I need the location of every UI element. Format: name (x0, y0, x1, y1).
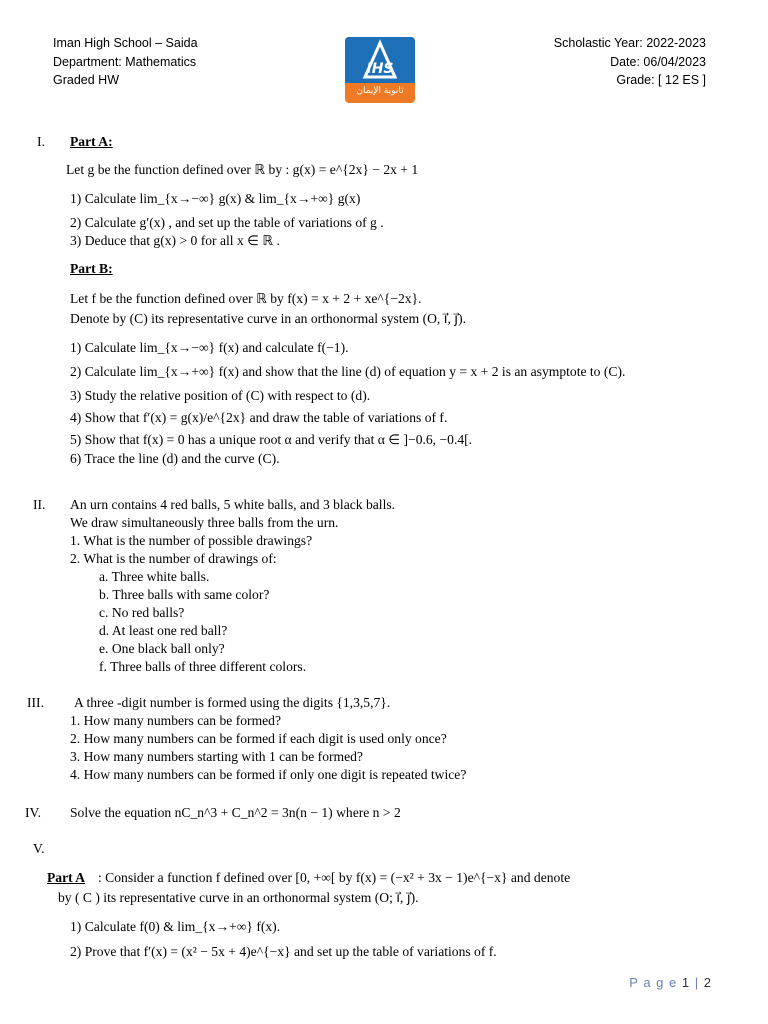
III-line-0: A three -digit number is formed using the digits {1,3,5,7}. (74, 695, 391, 710)
II-q2-e: e. One black ball only? (99, 641, 225, 656)
II-q2-b: b. Three balls with same color? (99, 587, 270, 602)
date: Date: 06/04/2023 (610, 54, 706, 69)
section-I-number: I. (37, 134, 45, 149)
I-B-q3: 3) Study the relative position of (C) with respect to (d). (70, 388, 371, 403)
grade: Grade: [ 12 ES ] (616, 73, 706, 87)
II-q2-d: d. At least one red ball? (99, 623, 228, 638)
V-A-q1: 1) Calculate f(0) & lim_{x→+∞} f(x). (70, 919, 281, 934)
III-q3: 3. How many numbers starting with 1 can be formed? (70, 749, 363, 764)
III-q2: 2. How many numbers can be formed if each digit is used only once? (70, 731, 447, 746)
school-name: Iman High School – Saida (53, 36, 198, 50)
II-q2-f: f. Three balls of three different colors. (99, 659, 307, 674)
I-A-intro: Let g be the function defined over ℝ by : g(x) = e^{2x} − 2x + 1 (66, 162, 419, 177)
logo-mark-icon (345, 37, 415, 83)
section-III-number: III. (27, 695, 44, 710)
I-B-intro-1: Let f be the function defined over ℝ by f(x) = x + 2 + xe^{−2x}. (70, 291, 422, 306)
page-label: P a g e (629, 975, 678, 990)
section-V-part-a-title: Part A (47, 870, 86, 885)
section-IV-number: IV. (25, 805, 41, 820)
V-A-line-1: : Consider a function f defined over [0, +∞[ by f(x) = (−x² + 3x − 1)e^{−x} and denote (98, 870, 571, 885)
school-logo (345, 37, 415, 103)
II-q2: 2. What is the number of drawings of: (70, 551, 277, 566)
II-q2-a: a. Three white balls. (99, 569, 210, 584)
I-B-q2: 2) Calculate lim_{x→+∞} f(x) and show that the line (d) of equation y = x + 2 is an asymptote to (C). (70, 364, 626, 379)
doc-type: Graded HW (53, 73, 119, 87)
I-B-q5: 5) Show that f(x) = 0 has a unique root α and verify that α ∈ ]−0.6, −0.4[. (70, 432, 473, 447)
II-q2-c: c. No red balls? (99, 605, 185, 620)
I-B-q4: 4) Show that f′(x) = g(x)/e^{2x} and draw the table of variations of f. (70, 410, 448, 425)
scholastic-year: Scholastic Year: 2022-2023 (553, 36, 706, 50)
section-II-number: II. (33, 497, 46, 512)
page-total: 2 (703, 975, 712, 990)
V-A-q2: 2) Prove that f′(x) = (x² − 5x + 4)e^{−x} and set up the table of variations of f. (70, 944, 497, 959)
II-q1: 1. What is the number of possible drawings? (70, 533, 313, 548)
III-q1: 1. How many numbers can be formed? (70, 713, 282, 728)
section-I-part-b-title: Part B: (70, 261, 113, 276)
I-B-intro-2: Denote by (C) its representative curve in an orthonormal system (O, i⃗, j⃗). (70, 311, 466, 326)
V-A-line-2: by ( C ) its representative curve in an orthonormal system (O; i⃗, j⃗). (58, 890, 419, 905)
header-right (554, 34, 706, 90)
I-B-q1: 1) Calculate lim_{x→−∞} f(x) and calculate f(−1). (70, 340, 349, 355)
section-I-part-a-title: Part A: (70, 134, 113, 149)
II-line-1: An urn contains 4 red balls, 5 white balls, and 3 black balls. (70, 497, 396, 512)
IV-line-0: Solve the equation nC_n^3 + C_n^2 = 3n(n − 1) where n > 2 (70, 805, 401, 820)
I-A-q3: 3) Deduce that g(x) > 0 for all x ∈ ℝ . (70, 233, 280, 248)
page-current: 1 (681, 975, 691, 990)
I-A-q1: 1) Calculate lim_{x→−∞} g(x) & lim_{x→+∞} g(x) (70, 191, 361, 206)
I-B-q6: 6) Trace the line (d) and the curve (C). (70, 451, 280, 466)
section-V-number: V. (33, 841, 45, 856)
department: Department: Mathematics (53, 54, 197, 69)
logo-mark-text: IHS (366, 61, 394, 77)
page-footer (629, 975, 712, 990)
page-separator: | (694, 975, 700, 990)
header-left (53, 34, 198, 90)
logo-arabic-text: ثانوية الإيمان (356, 86, 404, 96)
I-A-q2: 2) Calculate g′(x) , and set up the table of variations of g . (70, 215, 384, 230)
III-q4: 4. How many numbers can be formed if only one digit is repeated twice? (70, 767, 467, 782)
II-line-2: We draw simultaneously three balls from the urn. (70, 515, 339, 530)
